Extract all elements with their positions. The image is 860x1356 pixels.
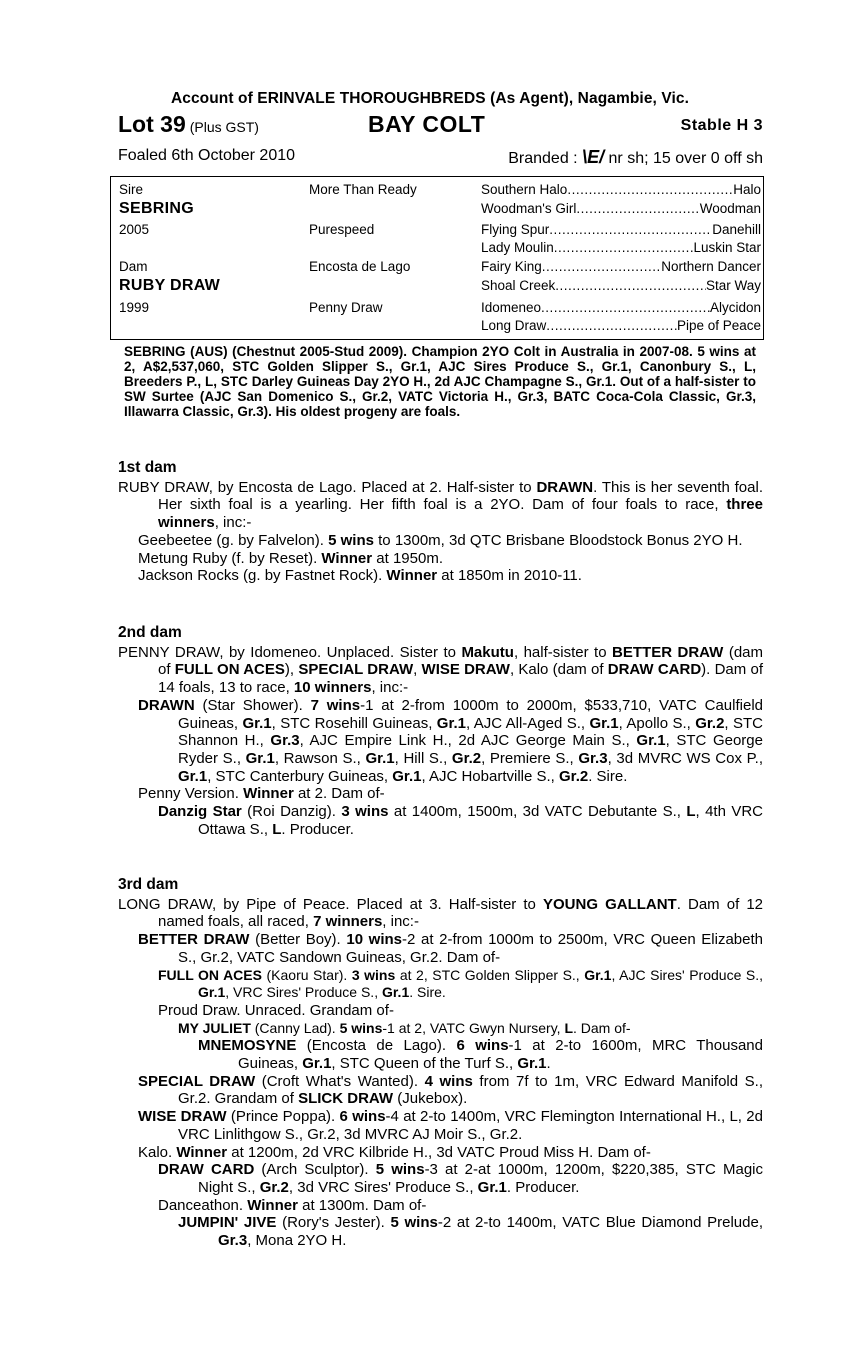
bold-run: WISE DRAW	[421, 661, 510, 679]
bold-run: Gr.1	[477, 1178, 507, 1196]
bold-run: Gr.1	[636, 732, 666, 750]
bold-run: SPECIAL DRAW	[298, 661, 414, 679]
bold-run: Gr.1	[436, 714, 466, 732]
sire-year: 2005	[119, 222, 150, 237]
text-run: , 4th VRC Ottawa S.,	[198, 803, 764, 838]
text-run: (Arch Sculptor).	[254, 1161, 376, 1179]
text-run: . Producer.	[281, 820, 354, 838]
gen3-horse: Southern Halo	[481, 182, 568, 197]
text-run: (Canny Lad).	[250, 1019, 340, 1036]
gen3-sire: Pipe of Peace	[676, 318, 761, 333]
progeny-entry	[138, 697, 763, 786]
bold-run: SPECIAL DRAW	[138, 1072, 256, 1090]
bold-run: DRAW CARD	[158, 1161, 255, 1179]
section-heading: 1st dam	[118, 459, 177, 476]
branded-label: Branded :	[508, 150, 578, 167]
bold-run: DRAW CARD	[607, 661, 702, 679]
gen3-horse: Fairy King	[481, 259, 542, 274]
gen3-horse: Long Draw	[481, 318, 547, 333]
sire-summary	[124, 344, 756, 419]
gen3-row	[481, 182, 761, 197]
brand-info	[508, 147, 763, 168]
progeny-entry	[178, 1214, 763, 1249]
text-run: , Kalo (dam of	[509, 661, 608, 679]
text-run: -1 at 2, VATC Gwyn Nursery,	[382, 1019, 565, 1036]
text-run: at 1400m, 1500m, 3d VATC Debutante S.,	[388, 803, 687, 821]
leader-dots	[576, 201, 699, 216]
text-run: at 1850m in 2010-11.	[437, 567, 582, 585]
bold-run: BETTER DRAW	[138, 931, 250, 949]
text-run: (Star Shower).	[194, 696, 311, 714]
bold-run: 6 wins	[456, 1037, 509, 1055]
bold-run: FULL ON ACES	[174, 661, 285, 679]
stable-location: Stable H 3	[680, 117, 763, 134]
bold-run: Gr.1	[242, 714, 272, 732]
gen3-row	[481, 259, 761, 274]
second-dam-section	[118, 624, 763, 838]
text-run: , STC Rosehill Guineas,	[271, 714, 437, 732]
text-run: , AJC Empire Link H., 2d AJC George Main S.,	[299, 732, 637, 750]
gen3-horse: Shoal Creek	[481, 278, 556, 293]
text-run: ,	[413, 661, 422, 679]
lot-line	[118, 111, 763, 141]
text-run: , Rawson S.,	[274, 749, 366, 767]
leader-dots	[542, 259, 661, 274]
bold-run: Gr.1	[589, 714, 619, 732]
text-run: to 1300m, 3d QTC Brisbane Bloodstock Bonus 2YO H.	[373, 531, 743, 549]
text-run: . Dam of-	[573, 1019, 631, 1036]
dam-paragraph	[118, 896, 763, 931]
gen3-row	[481, 278, 761, 293]
text-run: . Dam of 12 named foals, all raced,	[158, 895, 764, 931]
text-run: -3 at 2-at 1000m, 1200m, $220,385, STC Magic Night S.,	[198, 1161, 763, 1196]
bold-run: three winners	[158, 496, 763, 532]
gen3-horse: Woodman's Girl	[481, 201, 577, 216]
gen3-row	[481, 201, 761, 216]
bold-run: MY JULIET	[178, 1019, 251, 1036]
text-run: , Apollo S.,	[618, 714, 696, 732]
bold-run: 5 wins	[328, 531, 374, 549]
bold-run: 10 wins	[346, 931, 403, 949]
consignor-line: Account of ERINVALE THOROUGHBREDS (As Agent), Nagambie, Vic.	[170, 90, 690, 107]
gen3-row	[481, 222, 761, 237]
text-run: (Croft What's Wanted).	[255, 1072, 425, 1090]
text-run: ),	[284, 661, 299, 679]
text-run: , AJC Hobartville S.,	[421, 767, 560, 785]
text-run: . This is her seventh foal. Her sixth foal is a yearling. Her fifth foal is a 2YO. Dam of four foals to race,	[158, 478, 763, 514]
leader-dots	[555, 278, 706, 293]
text-run: Metung Ruby (f. by Reset).	[138, 549, 322, 567]
text-run: from 7f to 1m, VRC Edward Manifold S., Gr.2. Grandam of	[178, 1072, 764, 1108]
bold-run: Gr.2	[259, 1178, 289, 1196]
third-dam-section	[118, 876, 763, 1250]
bold-run: FULL ON ACES	[158, 966, 262, 983]
bold-run: DRAWN	[138, 696, 195, 714]
text-run: at 1200m, 2d VRC Kilbride H., 3d VATC Proud Miss H. Dam of-	[227, 1143, 651, 1161]
dam-dam: Penny Draw	[309, 300, 383, 315]
bold-run: WISE DRAW	[138, 1108, 227, 1126]
gen3-sire: Star Way	[705, 278, 761, 293]
foaled-date: Foaled 6th October 2010	[118, 147, 296, 164]
progeny-entry	[158, 967, 763, 1002]
text-run: .	[546, 1055, 551, 1073]
progeny-entry	[178, 1020, 763, 1038]
bold-run: Gr.1	[584, 966, 612, 983]
text-run: , AJC Sires' Produce S.,	[611, 966, 764, 983]
progeny-entry	[158, 1197, 763, 1215]
bold-run: Gr.1	[381, 984, 410, 1001]
progeny-entry	[138, 1073, 763, 1108]
text-run: , AJC All-Aged S.,	[465, 714, 590, 732]
bold-run: 5 wins	[339, 1019, 383, 1036]
sire-summary-text: SEBRING (AUS) (Chestnut 2005-Stud 2009). Champion 2YO Colt in Australia in 2007-08. 5 wins at 2, A$2,537,060, STC Golden Slipper S., Gr.1, AJC Sires Produce S., Gr.1, Canonbury S., L, Breeders P., L, STC Darley Guineas Day 2YO H., 2d AJC Champagne S., Gr.1. Out of a half-sister to SW Surtee (AJC San Domenico S., Gr.2, VATC Victoria H., Gr.3, BATC Coca-Cola Classic, Gr.3, Illawarra Classic, Gr.3). His oldest progeny are foals.	[124, 344, 756, 419]
bold-run: Gr.3	[578, 749, 608, 767]
text-run: at 2. Dam of-	[293, 785, 385, 803]
bold-run: Winner	[176, 1143, 228, 1161]
dam-sire: Encosta de Lago	[309, 259, 411, 274]
text-run: Geebeetee (g. by Falvelon).	[138, 531, 329, 549]
gen3-sire: Danehill	[712, 222, 761, 237]
bold-run: Danzig Star	[158, 803, 242, 821]
plus-gst: (Plus GST)	[189, 119, 259, 135]
bold-run: Gr.2	[695, 714, 725, 732]
text-run: -2 at 2-from 1000m to 2500m, VRC Queen Elizabeth S., Gr.2, VATC Sandown Guineas, Gr.2. Dam of-	[178, 931, 764, 966]
lot-number	[118, 111, 259, 138]
text-run: (Jukebox).	[393, 1090, 468, 1108]
text-run: (Better Boy).	[249, 931, 347, 949]
text-run: (Kaoru Star).	[261, 966, 352, 983]
text-run: , 3d VRC Sires' Produce S.,	[288, 1178, 478, 1196]
text-run: , 3d MVRC WS Cox P.,	[607, 749, 764, 767]
text-run: ). Dam of 14 foals, 13 to race,	[158, 661, 763, 697]
progeny-entry	[138, 1144, 763, 1162]
bold-run: L	[564, 1019, 573, 1036]
gen3-horse: Flying Spur	[481, 222, 550, 237]
gen3-row	[481, 240, 761, 255]
progeny-entry	[138, 567, 763, 585]
bold-run: Gr.3	[270, 732, 300, 750]
bold-run: Gr.1	[178, 767, 208, 785]
sire-name: SEBRING	[119, 200, 194, 217]
bold-run: BETTER DRAW	[612, 643, 724, 661]
section-heading: 3rd dam	[118, 876, 179, 893]
text-run: , STC Queen of the Turf S.,	[331, 1055, 518, 1073]
bold-run: Gr.2	[451, 749, 482, 767]
text-run: . Producer.	[506, 1178, 580, 1196]
text-run: Kalo.	[138, 1143, 177, 1161]
progeny-entry	[138, 931, 763, 966]
progeny-entry: Proud Draw. Unraced. Grandam of-	[158, 1001, 394, 1019]
bold-run: Gr.1	[302, 1055, 332, 1073]
text-run: RUBY DRAW, by Encosta de Lago. Placed at 2. Half-sister to	[118, 478, 537, 496]
brand-mark-icon: \E/	[582, 147, 605, 167]
bold-run: 6 wins	[339, 1108, 386, 1126]
pedigree-table	[110, 176, 764, 340]
gen3-sire: Alycidon	[709, 300, 761, 315]
text-run: , STC Shannon H.,	[178, 714, 763, 750]
gen3-row	[481, 300, 761, 315]
bold-run: SLICK DRAW	[298, 1090, 394, 1108]
bold-run: Gr.1	[198, 984, 226, 1001]
gen3-sire: Northern Dancer	[661, 259, 761, 274]
text-run: (Encosta de Lago).	[296, 1037, 457, 1055]
gen3-sire: Woodman	[699, 201, 761, 216]
text-run: -2 at 2-to 1400m, VATC Blue Diamond Prelude,	[437, 1214, 763, 1232]
progeny-entry	[138, 532, 763, 550]
text-run: Jackson Rocks (g. by Fastnet Rock).	[138, 567, 387, 585]
text-run: . Sire.	[588, 767, 628, 785]
text-run: , Mona 2YO H.	[247, 1232, 347, 1250]
text-run: , Hill S.,	[394, 749, 452, 767]
leader-dots	[554, 240, 694, 255]
text-run: , VRC Sires' Produce S.,	[225, 984, 382, 1001]
bold-run: MNEMOSYNE	[198, 1037, 297, 1055]
leader-dots	[546, 318, 677, 333]
bold-run: Winner	[321, 549, 373, 567]
progeny-entry	[138, 1108, 763, 1143]
dam-paragraph	[118, 644, 763, 697]
text-run: PENNY DRAW, by Idomeneo. Unplaced. Sister to	[118, 643, 462, 661]
lot-label: Lot 39	[118, 111, 186, 137]
dam-name: RUBY DRAW	[119, 277, 221, 294]
progeny-entry	[138, 550, 763, 568]
text-run: -1 at 2-to 1600m, MRC Thousand Guineas,	[238, 1037, 763, 1073]
text-run: at 1950m.	[372, 549, 443, 567]
bold-run: Gr.1	[392, 767, 422, 785]
text-run: (Rory's Jester).	[276, 1214, 391, 1232]
sire-sire: More Than Ready	[309, 182, 417, 197]
gen3-horse: Lady Moulin	[481, 240, 554, 255]
text-run: , half-sister to	[513, 643, 613, 661]
bold-run: 4 wins	[424, 1072, 473, 1090]
text-run: , inc:-	[371, 679, 409, 697]
sire-label: Sire	[119, 182, 144, 197]
bold-run: Gr.1	[365, 749, 395, 767]
text-run: (Prince Poppa).	[226, 1108, 340, 1126]
bold-run: L	[272, 820, 282, 838]
sire-dam: Purespeed	[309, 222, 375, 237]
bold-run: Gr.2	[559, 767, 589, 785]
dam-paragraph	[118, 479, 763, 532]
bold-run: Winner	[243, 785, 294, 803]
bold-run: L	[686, 803, 696, 821]
first-dam-section	[118, 459, 763, 585]
bold-run: Makutu	[461, 643, 514, 661]
dam-label: Dam	[119, 259, 148, 274]
bold-run: 5 wins	[390, 1214, 438, 1232]
text-run: LONG DRAW, by Pipe of Peace. Placed at 3. Half-sister to	[118, 895, 543, 913]
bold-run: Winner	[247, 1196, 298, 1214]
leader-dots	[541, 300, 710, 315]
bold-run: 7 winners	[313, 913, 383, 931]
bold-run: YOUNG GALLANT	[542, 895, 677, 913]
bold-run: 3 wins	[351, 966, 396, 983]
bold-run: DRAWN	[536, 478, 594, 496]
bold-run: Gr.3	[218, 1232, 248, 1250]
text-run: (dam of	[158, 643, 764, 679]
bold-run: 7 wins	[310, 696, 361, 714]
bold-run: Gr.1	[245, 749, 275, 767]
bold-run: 10 winners	[293, 679, 372, 697]
text-run: , STC George Ryder S.,	[178, 732, 763, 767]
bold-run: Gr.1	[517, 1055, 547, 1073]
leader-dots	[567, 182, 733, 197]
text-run: Penny Version.	[138, 785, 244, 803]
text-run: -4 at 2-to 1400m, VRC Flemington International H., L, 2d VRC Linlithgow S., Gr.2, 3d MVRC AJ Moir S., Gr.2.	[178, 1108, 763, 1143]
text-run: at 1300m. Dam of-	[297, 1196, 427, 1214]
branded-text: nr sh; 15 over 0 off sh	[608, 150, 763, 167]
progeny-entry	[158, 803, 763, 838]
gen3-horse: Idomeneo	[481, 300, 542, 315]
bold-run: 5 wins	[375, 1161, 425, 1179]
text-run: , inc:-	[382, 913, 419, 931]
bold-run: 3 wins	[341, 803, 389, 821]
text-run: , inc:-	[214, 514, 252, 532]
progeny-entry	[158, 1161, 763, 1196]
gen3-row	[481, 318, 761, 333]
text-run: . Sire.	[409, 984, 446, 1001]
leader-dots	[549, 222, 712, 237]
bold-run: Winner	[386, 567, 438, 585]
dam-year: 1999	[119, 300, 150, 315]
text-run: , Premiere S.,	[481, 749, 579, 767]
text-run: , STC Canterbury Guineas,	[207, 767, 393, 785]
horse-description: BAY COLT	[368, 111, 486, 137]
section-heading: 2nd dam	[118, 624, 182, 641]
progeny-entry	[138, 785, 763, 803]
text-run: at 2, STC Golden Slipper S.,	[395, 966, 585, 983]
gen3-sire: Luskin Star	[693, 240, 761, 255]
text-run: Danceathon.	[158, 1196, 248, 1214]
gen3-sire: Halo	[733, 182, 761, 197]
bold-run: JUMPIN' JIVE	[178, 1214, 277, 1232]
text-run: (Roi Danzig).	[241, 803, 342, 821]
text-run: -1 at 2-from 1000m to 2000m, $533,710, VATC Caulfield Guineas,	[178, 696, 763, 732]
progeny-entry	[198, 1037, 763, 1072]
